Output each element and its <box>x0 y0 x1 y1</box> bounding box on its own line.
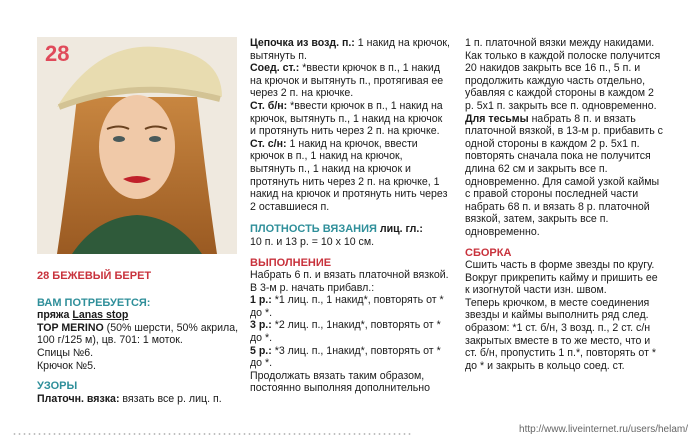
assembly-heading: СБОРКА <box>465 246 512 259</box>
materials-heading: ВАМ ПОТРЕБУЕТСЯ: <box>37 296 151 309</box>
gauge-heading: ПЛОТНОСТЬ ВЯЗАНИЯ <box>250 223 377 236</box>
decrease-text: 1 п. платочной вязки между накидами. Как только в каждой полоске получится 20 накидов закрыть все 16 п., 5 п. и продолжить каждую часть отдельно, убавляя с каждой стороны в каждом 2 р. 5х1 п. закрыть все п. одновременно. <box>465 37 661 112</box>
plain-stitch-label: Платочн. вязка: <box>37 392 120 405</box>
gauge-text: 10 п. и 13 р. = 10 х 10 см. <box>250 235 375 248</box>
final-row-text: Теперь крючком, в месте соединения звезды и каймы выполнить ряд след. образом: *1 ст. б/н, 3 возд. п., 2 ст. с/н закрытых вместе в то же место, что и ст. б/н, пропустить 1 п.*, повторять от * до * и закрыть в кольцо соед. ст. <box>465 296 656 372</box>
slip-stitch-text: *ввести крючок в п., 1 накид на крючок и вытянуть п., протягивая ее через 2 п. на крючке. <box>250 62 444 100</box>
right-column <box>465 37 665 372</box>
hook-text: Крючок №5. <box>37 359 96 372</box>
gauge-label: лиц. гл.: <box>376 223 423 236</box>
band-text: набрать 8 п. и вязать платочной вязкой, в 13-м р. прибавить с одной стороны в каждом 2 р. 5х1 п. повторять сначала пока не получится длина 62 см и закрыть все п. одновременно. Для самой узкой каймы с правой стороны последней части набрать 68 п. и вязать 8 р. платочной вязкой, затем, закрыть все п. одновременно. <box>465 112 663 238</box>
row3-text: *2 лиц. п., 1накид*, повторять от * до *. <box>250 319 441 345</box>
row3-label: 3 р.: <box>250 319 272 332</box>
dotted-divider <box>12 432 412 436</box>
page-footer <box>0 416 700 438</box>
double-crochet-text: 1 накид на крючок, ввести крючок в п., 1 накид на крючок, вытянуть п., 1 накид на крючок и протянуть нить через 2 п. на крючке, 1 накид на крючок и протянуть нить через 2 оставшиеся п. <box>250 137 448 213</box>
row1-label: 1 р.: <box>250 294 272 307</box>
band-label: Для тесьмы <box>465 112 529 125</box>
instructions-heading: ВЫПОЛНЕНИЕ <box>250 256 332 269</box>
patterns-heading: УЗОРЫ <box>37 380 78 393</box>
model-photo-illustration <box>37 37 237 254</box>
row1-text: *1 лиц. п., 1 накид*, повторять от * до *. <box>250 294 444 319</box>
pattern-number: 28 <box>45 41 70 66</box>
model-photo <box>37 37 237 254</box>
chain-text: 1 накид на крючок, вытянуть п. <box>250 37 450 62</box>
yarn-label: пряжа <box>37 309 70 322</box>
row5-text: *3 лиц. п., 1накид*, повторять от * до *. <box>250 344 441 370</box>
slip-stitch-label: Соед. ст.: <box>250 62 300 75</box>
chain-label: Цепочка из возд. п.: <box>250 37 355 49</box>
pattern-title: 28 БЕЖЕВЫЙ БЕРЕТ <box>37 270 152 282</box>
row5-label: 5 р.: <box>250 344 272 357</box>
instructions-intro: Набрать 6 п. и вязать платочной вязкой. В 3-м р. начать прибавл.: <box>250 269 449 294</box>
plain-stitch-text: вязать все р. лиц. п. <box>119 392 222 405</box>
continue-text: Продолжать вязать таким образом, постоянно выполняя дополнительно <box>250 369 431 395</box>
source-url: http://www.liveinternet.ru/users/helam/ <box>519 424 688 435</box>
double-crochet-label: Ст. с/н: <box>250 137 287 150</box>
middle-column <box>250 37 450 395</box>
single-crochet-text: *ввести крючок в п., 1 накид на крючок, вытянуть п., 1 накид на крючок и протянуть нить через 2 п. на крючке. <box>250 99 443 138</box>
left-column <box>37 270 242 405</box>
needles-text: Спицы №6. <box>37 346 94 359</box>
yarn-brand: Lanas stop <box>72 309 129 322</box>
assembly-text: Сшить часть в форме звезды по кругу. Вокруг прикрепить кайму и пришить ее к изогнутой части изн. швом. <box>465 259 658 297</box>
yarn-name: TOP MERINO <box>37 321 104 334</box>
single-crochet-label: Ст. б/н: <box>250 99 288 112</box>
yarn-description: (50% шерсти, 50% акрила, 100 г/125 м), цв. 701: 1 моток. <box>37 321 239 347</box>
